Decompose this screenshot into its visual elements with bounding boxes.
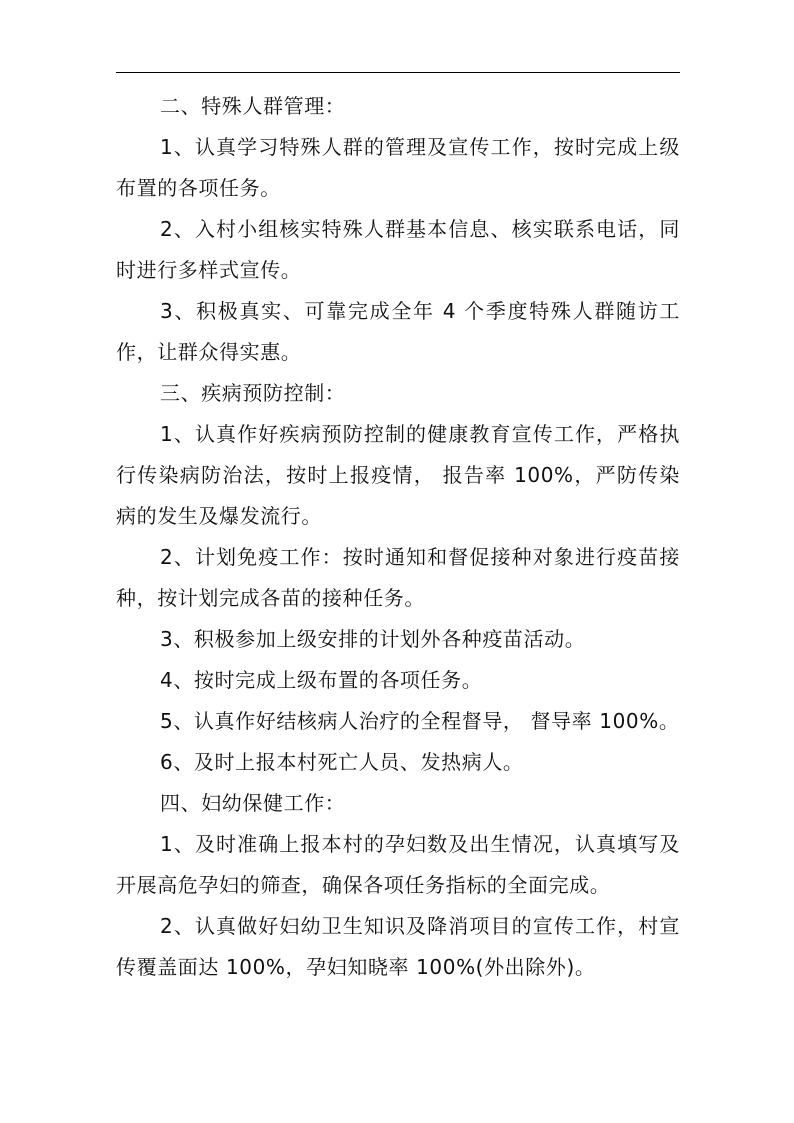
section-heading-maternal-child-health: 四、妇幼保健工作： [160, 791, 346, 815]
section-heading-disease-control: 三、疾病预防控制： [160, 381, 346, 405]
paragraph-item: 4、按时完成上级布置的各项任务。 [160, 668, 483, 692]
document-body [116, 86, 680, 988]
paragraph-item: 1、认真学习特殊人群的管理及宣传工作，按时完成上级布置的各项任务。 [116, 135, 680, 200]
paragraph-item: 6、及时上报本村死亡人员、发热病人。 [160, 750, 524, 774]
paragraph-item: 2、计划免疫工作：按时通知和督促接种对象进行疫苗接种，按计划完成各苗的接种任务。 [116, 545, 680, 610]
section-heading-special-populations: 二、特殊人群管理： [160, 94, 346, 118]
paragraph-item: 5、认真作好结核病人治疗的全程督导， 督导率 100%。 [160, 709, 680, 733]
paragraph-item: 3、积极真实、可靠完成全年 4 个季度特殊人群随访工作，让群众得实惠。 [116, 299, 680, 364]
paragraph-item: 2、认真做好妇幼卫生知识及降消项目的宣传工作，村宣传覆盖面达 100%，孕妇知晓率 100%(外出除外)。 [116, 914, 680, 979]
paragraph-item: 1、认真作好疾病预防控制的健康教育宣传工作，严格执行传染病防治法，按时上报疫情， 报告率 100%，严防传染病的发生及爆发流行。 [116, 422, 680, 528]
paragraph-item: 3、积极参加上级安排的计划外各种疫苗活动。 [160, 627, 586, 651]
paragraph-item: 1、及时准确上报本村的孕妇数及出生情况，认真填写及开展高危孕妇的筛查，确保各项任务指标的全面完成。 [116, 832, 680, 897]
paragraph-item: 2、入村小组核实特殊人群基本信息、核实联系电话，同时进行多样式宣传。 [116, 217, 680, 282]
header-rule [116, 72, 680, 73]
